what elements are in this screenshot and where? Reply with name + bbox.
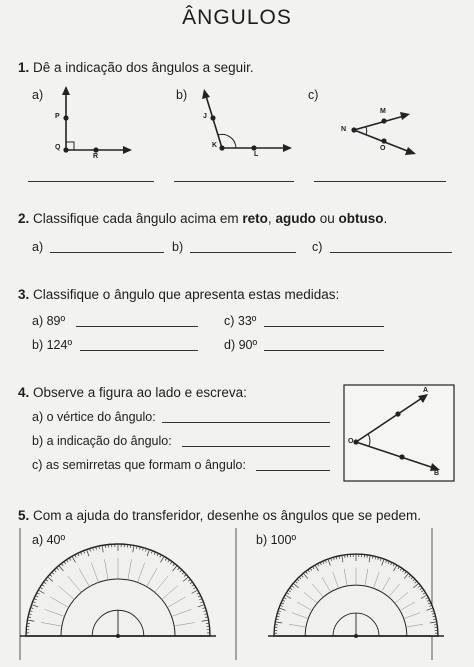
question-5-number: 5. (18, 508, 30, 523)
point-j-label: J (203, 113, 207, 120)
q5-item-a: a) 40º (32, 533, 66, 547)
question-2-text: Classifique cada ângulo acima em (33, 211, 243, 226)
point-b-label: B (434, 470, 440, 477)
point-r-label: R (93, 153, 99, 160)
q2-period: . (383, 211, 388, 226)
question-1-number: 1. (18, 60, 30, 75)
q4-item-a: a) o vértice do ângulo: (32, 410, 156, 424)
word-reto: reto (242, 211, 268, 226)
point-o-label: O (380, 145, 386, 152)
question-3-number: 3. (18, 287, 30, 302)
q3-item-b: b) 124º (32, 338, 73, 352)
q3-item-c: c) 33º (224, 314, 257, 328)
q3-item-a: a) 89º (32, 314, 66, 328)
point-l-label: L (254, 151, 259, 158)
point-m-label: M (380, 108, 386, 115)
question-4-text: Observe a figura ao lado e escreva: (33, 385, 247, 400)
page-title: ÂNGULOS (182, 6, 292, 29)
q4-item-c: c) as semirretas que formam o ângulo: (32, 458, 246, 472)
q2-label-b: b) (172, 240, 184, 254)
q4-item-b: b) a indicação do ângulo: (32, 434, 172, 448)
point-o-label-q4: O (348, 438, 354, 445)
point-a-label: A (423, 387, 429, 394)
point-k-label: K (212, 142, 218, 149)
point-n-label: N (341, 126, 347, 133)
point-p-label: P (55, 113, 60, 120)
question-3-text: Classifique o ângulo que apresenta estas medidas: (33, 287, 340, 302)
q2-label-c: c) (312, 240, 323, 254)
point-q-label: Q (55, 144, 61, 151)
word-agudo: agudo (275, 211, 316, 226)
q1-label-a: a) (32, 88, 44, 102)
question-1-text: Dê a indicação dos ângulos a seguir. (33, 60, 254, 75)
q2-label-a: a) (32, 240, 44, 254)
q2-ou: ou (315, 211, 339, 226)
q1-label-b: b) (176, 88, 188, 102)
question-2-number: 2. (18, 211, 30, 226)
q1-label-c: c) (308, 88, 319, 102)
word-obtuso: obtuso (338, 211, 384, 226)
q3-item-d: d) 90º (224, 338, 258, 352)
q2-comma: , (267, 211, 276, 226)
q5-item-b: b) 100º (256, 533, 297, 547)
question-4-number: 4. (18, 385, 30, 400)
question-5-text: Com a ajuda do transferidor, desenhe os ângulos que se pedem. (33, 508, 422, 523)
